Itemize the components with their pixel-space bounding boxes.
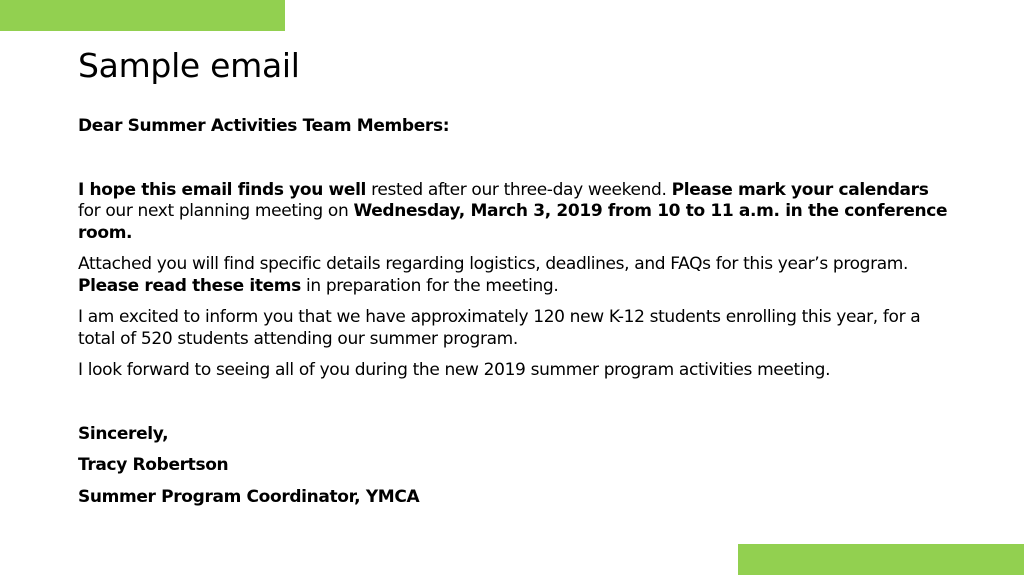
email-paragraph-2 [78,254,948,297]
email-paragraph-1 [78,180,948,245]
accent-bar-top [0,0,285,31]
paragraph-text: rested after our three-day weekend. [366,179,672,200]
blank-line [78,392,948,424]
accent-bar-bottom [738,544,1024,575]
signature-name: Tracy Robertson [78,455,229,475]
email-paragraph-4: I look forward to seeing all of you during the new 2019 summer program activities meeting. [78,360,831,380]
signature-title: Summer Program Coordinator, YMCA [78,486,420,507]
highlight-text: Please read these items [78,275,301,296]
email-body [78,116,948,518]
meeting-details: Wednesday, March 3, 2019 from 10 to 11 a.m. in the conference room. [78,201,948,243]
paragraph-text: in preparation for the meeting. [300,275,559,296]
slide-title: Sample email [78,46,300,85]
blank-line [78,148,948,180]
highlight-text: I hope this email finds you well [78,179,367,200]
email-greeting: Dear Summer Activities Team Members: [78,116,450,136]
paragraph-text: for our next planning meeting on [78,201,354,221]
email-paragraph-3: I am excited to inform you that we have approximately 120 new K-12 students enrolling this year, for a total of 520 students attending our summer program. [78,307,921,349]
email-closing: Sincerely, [78,423,169,444]
paragraph-text: Attached you will find specific details regarding logistics, deadlines, and FAQs for this year’s program. [78,254,909,274]
highlight-text: Please mark your calendars [671,179,929,200]
